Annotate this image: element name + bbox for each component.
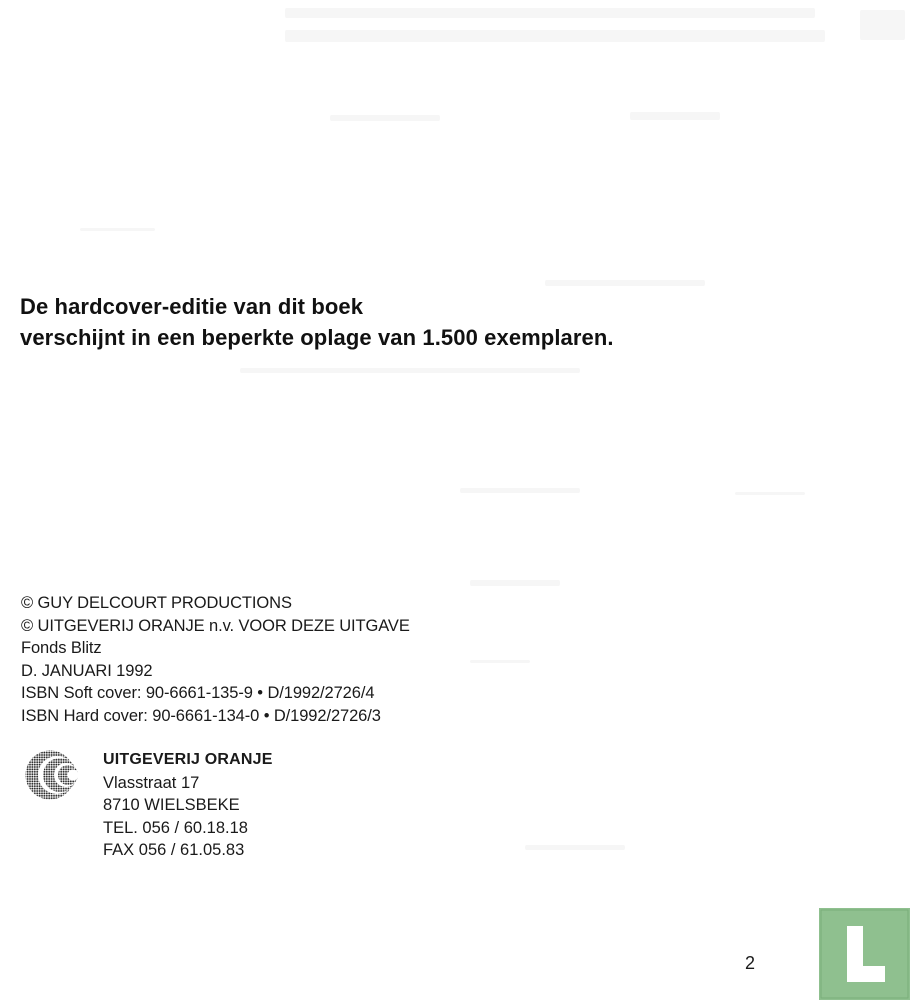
publication-date: D. JANUARI 1992 (21, 661, 153, 680)
publisher-city: 8710 WIELSBEKE (103, 796, 240, 814)
publisher-street: Vlasstraat 17 (103, 773, 200, 792)
limited-edition-notice (20, 291, 614, 353)
notice-line-2: verschijnt in een beperkte oplage van 1.500 exemplaren. (20, 325, 614, 350)
copyright-line: © UITGEVERIJ ORANJE n.v. VOOR DEZE UITGAVE (21, 616, 410, 635)
imprint-line: Fonds Blitz (21, 639, 102, 657)
site-watermark-icon (819, 908, 910, 1000)
copyright-credits (21, 592, 410, 727)
page-number: 2 (745, 953, 756, 973)
publisher-name: UITGEVERIJ ORANJE (103, 751, 273, 768)
publisher-fax: FAX 056 / 61.05.83 (103, 841, 245, 859)
isbn-soft-cover: ISBN Soft cover: 90-6661-135-9 • D/1992/2726/4 (21, 684, 375, 702)
publisher-phone: TEL. 056 / 60.18.18 (103, 818, 248, 837)
isbn-hard-cover: ISBN Hard cover: 90-6661-134-0 • D/1992/2726/3 (21, 706, 381, 725)
copyright-line: © GUY DELCOURT PRODUCTIONS (21, 594, 292, 612)
notice-line-1: De hardcover-editie van dit boek (20, 294, 364, 319)
concentric-circles-logo-icon (24, 749, 86, 801)
publisher-address-block (103, 749, 273, 862)
